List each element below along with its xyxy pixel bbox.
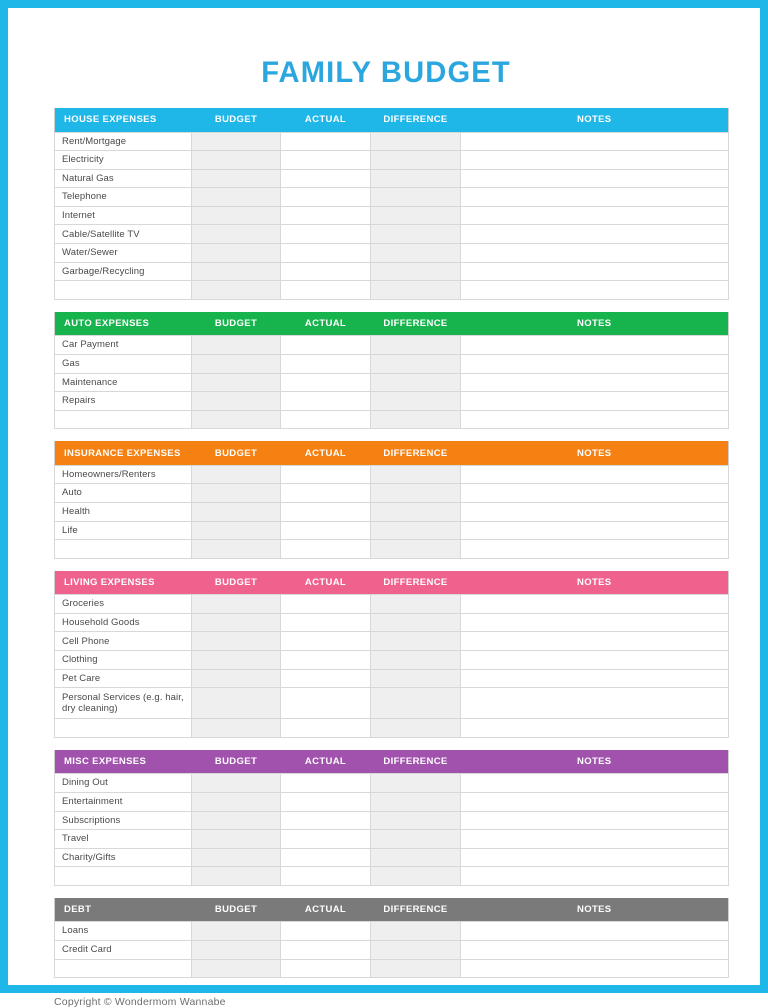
cell-difference[interactable] <box>371 225 461 244</box>
cell-budget[interactable] <box>192 392 281 411</box>
row-label: Pet Care <box>55 669 192 688</box>
cell-difference[interactable] <box>371 688 461 719</box>
row-label: Loans <box>55 922 192 941</box>
cell-difference[interactable] <box>371 410 461 429</box>
cell-difference[interactable] <box>371 169 461 188</box>
cell-budget[interactable] <box>192 151 281 170</box>
column-header-notes: NOTES <box>461 571 729 595</box>
cell-actual[interactable] <box>281 188 371 207</box>
cell-difference[interactable] <box>371 151 461 170</box>
cell-budget[interactable] <box>192 206 281 225</box>
cell-difference[interactable] <box>371 632 461 651</box>
column-header-notes: NOTES <box>461 108 729 132</box>
cell-budget[interactable] <box>192 225 281 244</box>
table-row <box>55 281 729 300</box>
row-label: Garbage/Recycling <box>55 262 192 281</box>
cell-budget[interactable] <box>192 244 281 263</box>
column-header-actual: ACTUAL <box>281 441 371 465</box>
table-row <box>55 392 729 411</box>
cell-difference[interactable] <box>371 244 461 263</box>
cell-budget[interactable] <box>192 830 281 849</box>
row-label <box>55 410 192 429</box>
cell-budget[interactable] <box>192 941 281 960</box>
page-title: FAMILY BUDGET <box>261 56 511 89</box>
column-header-notes: NOTES <box>461 898 729 922</box>
column-header-actual: ACTUAL <box>281 312 371 336</box>
cell-notes[interactable] <box>461 484 729 503</box>
cell-notes[interactable] <box>461 281 729 300</box>
cell-difference[interactable] <box>371 188 461 207</box>
cell-notes[interactable] <box>461 188 729 207</box>
cell-actual[interactable] <box>281 613 371 632</box>
cell-notes[interactable] <box>461 867 729 886</box>
section-house <box>54 108 729 300</box>
cell-actual[interactable] <box>281 792 371 811</box>
table-row <box>55 132 729 151</box>
table-row <box>55 188 729 207</box>
section-header-row <box>55 571 729 595</box>
column-header-actual: ACTUAL <box>281 108 371 132</box>
cell-difference[interactable] <box>371 651 461 670</box>
section-header-row <box>55 898 729 922</box>
cell-notes[interactable] <box>461 540 729 559</box>
cell-difference[interactable] <box>371 774 461 793</box>
cell-difference[interactable] <box>371 959 461 978</box>
row-label: Household Goods <box>55 613 192 632</box>
cell-budget[interactable] <box>192 281 281 300</box>
cell-budget[interactable] <box>192 465 281 484</box>
column-header-budget: BUDGET <box>192 312 281 336</box>
cell-notes[interactable] <box>461 244 729 263</box>
cell-actual[interactable] <box>281 540 371 559</box>
row-label: Auto <box>55 484 192 503</box>
column-header-budget: BUDGET <box>192 898 281 922</box>
cell-notes[interactable] <box>461 132 729 151</box>
cell-difference[interactable] <box>371 262 461 281</box>
cell-actual[interactable] <box>281 410 371 429</box>
cell-notes[interactable] <box>461 941 729 960</box>
section-header-row <box>55 312 729 336</box>
budget-sheet <box>8 8 760 1008</box>
table-row <box>55 719 729 738</box>
cell-notes[interactable] <box>461 595 729 614</box>
column-header-notes: NOTES <box>461 441 729 465</box>
column-header-difference: DIFFERENCE <box>371 750 461 774</box>
section-title: DEBT <box>55 898 192 922</box>
row-label <box>55 959 192 978</box>
cell-difference[interactable] <box>371 719 461 738</box>
cell-actual[interactable] <box>281 169 371 188</box>
table-row <box>55 811 729 830</box>
row-label: Maintenance <box>55 373 192 392</box>
cell-difference[interactable] <box>371 373 461 392</box>
row-label: Rent/Mortgage <box>55 132 192 151</box>
column-header-actual: ACTUAL <box>281 750 371 774</box>
cell-budget[interactable] <box>192 959 281 978</box>
cell-difference[interactable] <box>371 206 461 225</box>
cell-budget[interactable] <box>192 503 281 522</box>
cell-budget[interactable] <box>192 410 281 429</box>
table-row <box>55 465 729 484</box>
cell-actual[interactable] <box>281 688 371 719</box>
table-row <box>55 595 729 614</box>
cell-budget[interactable] <box>192 867 281 886</box>
cell-difference[interactable] <box>371 830 461 849</box>
row-label: Subscriptions <box>55 811 192 830</box>
row-label: Cell Phone <box>55 632 192 651</box>
cell-actual[interactable] <box>281 503 371 522</box>
row-label: Car Payment <box>55 336 192 355</box>
cell-budget[interactable] <box>192 651 281 670</box>
row-label: Health <box>55 503 192 522</box>
cell-notes[interactable] <box>461 669 729 688</box>
cell-actual[interactable] <box>281 632 371 651</box>
cell-budget[interactable] <box>192 774 281 793</box>
row-label: Cable/Satellite TV <box>55 225 192 244</box>
row-label <box>55 281 192 300</box>
table-row <box>55 503 729 522</box>
cell-budget[interactable] <box>192 688 281 719</box>
cell-difference[interactable] <box>371 336 461 355</box>
row-label: Water/Sewer <box>55 244 192 263</box>
row-label: Repairs <box>55 392 192 411</box>
cell-actual[interactable] <box>281 719 371 738</box>
cell-notes[interactable] <box>461 651 729 670</box>
cell-actual[interactable] <box>281 774 371 793</box>
cell-budget[interactable] <box>192 719 281 738</box>
sections-container <box>46 108 726 978</box>
cell-difference[interactable] <box>371 484 461 503</box>
cell-budget[interactable] <box>192 811 281 830</box>
cell-budget[interactable] <box>192 613 281 632</box>
cell-notes[interactable] <box>461 792 729 811</box>
table-row <box>55 354 729 373</box>
table-row <box>55 206 729 225</box>
cell-actual[interactable] <box>281 336 371 355</box>
column-header-actual: ACTUAL <box>281 898 371 922</box>
row-label: Life <box>55 521 192 540</box>
table-row <box>55 922 729 941</box>
cell-actual[interactable] <box>281 941 371 960</box>
cell-difference[interactable] <box>371 132 461 151</box>
cell-notes[interactable] <box>461 613 729 632</box>
cell-notes[interactable] <box>461 410 729 429</box>
cell-budget[interactable] <box>192 373 281 392</box>
cell-actual[interactable] <box>281 392 371 411</box>
row-label: Internet <box>55 206 192 225</box>
cell-actual[interactable] <box>281 225 371 244</box>
column-header-budget: BUDGET <box>192 441 281 465</box>
table-row <box>55 792 729 811</box>
cell-budget[interactable] <box>192 354 281 373</box>
cell-actual[interactable] <box>281 830 371 849</box>
cell-notes[interactable] <box>461 959 729 978</box>
row-label: Telephone <box>55 188 192 207</box>
cell-notes[interactable] <box>461 354 729 373</box>
cell-difference[interactable] <box>371 848 461 867</box>
cell-budget[interactable] <box>192 632 281 651</box>
column-header-actual: ACTUAL <box>281 571 371 595</box>
cell-budget[interactable] <box>192 169 281 188</box>
table-row <box>55 262 729 281</box>
cell-actual[interactable] <box>281 922 371 941</box>
cell-budget[interactable] <box>192 792 281 811</box>
row-label: Personal Services (e.g. hair, dry cleaning) <box>55 688 192 719</box>
table-row <box>55 613 729 632</box>
cell-budget[interactable] <box>192 336 281 355</box>
table-row <box>55 521 729 540</box>
cell-difference[interactable] <box>371 941 461 960</box>
cell-budget[interactable] <box>192 848 281 867</box>
cell-difference[interactable] <box>371 669 461 688</box>
cell-notes[interactable] <box>461 206 729 225</box>
cell-difference[interactable] <box>371 867 461 886</box>
cell-actual[interactable] <box>281 521 371 540</box>
cell-difference[interactable] <box>371 281 461 300</box>
row-label: Clothing <box>55 651 192 670</box>
copyright-footer: Copyright © Wondermom Wannabe <box>54 996 226 1008</box>
cell-difference[interactable] <box>371 503 461 522</box>
cell-actual[interactable] <box>281 959 371 978</box>
section-title: INSURANCE EXPENSES <box>55 441 192 465</box>
column-header-difference: DIFFERENCE <box>371 441 461 465</box>
cell-notes[interactable] <box>461 151 729 170</box>
cell-budget[interactable] <box>192 922 281 941</box>
row-label: Natural Gas <box>55 169 192 188</box>
cell-difference[interactable] <box>371 595 461 614</box>
table-row <box>55 774 729 793</box>
row-label: Gas <box>55 354 192 373</box>
cell-notes[interactable] <box>461 465 729 484</box>
cell-actual[interactable] <box>281 281 371 300</box>
cell-notes[interactable] <box>461 811 729 830</box>
cell-notes[interactable] <box>461 774 729 793</box>
table-row <box>55 651 729 670</box>
section-header-row <box>55 108 729 132</box>
cell-difference[interactable] <box>371 922 461 941</box>
section-title: HOUSE EXPENSES <box>55 108 192 132</box>
cell-notes[interactable] <box>461 922 729 941</box>
section-title: MISC EXPENSES <box>55 750 192 774</box>
cell-actual[interactable] <box>281 465 371 484</box>
row-label: Electricity <box>55 151 192 170</box>
cell-actual[interactable] <box>281 669 371 688</box>
table-row <box>55 151 729 170</box>
cell-actual[interactable] <box>281 811 371 830</box>
cell-actual[interactable] <box>281 151 371 170</box>
row-label: Dining Out <box>55 774 192 793</box>
table-row <box>55 484 729 503</box>
column-header-budget: BUDGET <box>192 750 281 774</box>
cell-difference[interactable] <box>371 540 461 559</box>
row-label <box>55 540 192 559</box>
table-row <box>55 941 729 960</box>
table-row <box>55 688 729 719</box>
cell-notes[interactable] <box>461 719 729 738</box>
section-misc <box>54 750 729 886</box>
cell-actual[interactable] <box>281 244 371 263</box>
section-insurance <box>54 441 729 558</box>
section-header-row <box>55 441 729 465</box>
cell-difference[interactable] <box>371 354 461 373</box>
row-label: Entertainment <box>55 792 192 811</box>
section-living <box>54 571 729 738</box>
cell-notes[interactable] <box>461 848 729 867</box>
table-row <box>55 410 729 429</box>
column-header-difference: DIFFERENCE <box>371 571 461 595</box>
cell-budget[interactable] <box>192 669 281 688</box>
cell-budget[interactable] <box>192 595 281 614</box>
cell-difference[interactable] <box>371 392 461 411</box>
column-header-difference: DIFFERENCE <box>371 108 461 132</box>
column-header-difference: DIFFERENCE <box>371 312 461 336</box>
cell-notes[interactable] <box>461 830 729 849</box>
section-header-row <box>55 750 729 774</box>
cell-actual[interactable] <box>281 848 371 867</box>
table-row <box>55 373 729 392</box>
cell-notes[interactable] <box>461 225 729 244</box>
row-label: Travel <box>55 830 192 849</box>
cell-difference[interactable] <box>371 811 461 830</box>
cell-actual[interactable] <box>281 867 371 886</box>
section-title: LIVING EXPENSES <box>55 571 192 595</box>
row-label: Groceries <box>55 595 192 614</box>
cell-actual[interactable] <box>281 262 371 281</box>
cell-actual[interactable] <box>281 206 371 225</box>
table-row <box>55 244 729 263</box>
cell-notes[interactable] <box>461 169 729 188</box>
table-row <box>55 669 729 688</box>
row-label: Homeowners/Renters <box>55 465 192 484</box>
cell-notes[interactable] <box>461 262 729 281</box>
table-row <box>55 848 729 867</box>
cell-difference[interactable] <box>371 465 461 484</box>
cell-budget[interactable] <box>192 188 281 207</box>
table-row <box>55 225 729 244</box>
table-row <box>55 632 729 651</box>
row-label: Charity/Gifts <box>55 848 192 867</box>
table-row <box>55 830 729 849</box>
row-label: Credit Card <box>55 941 192 960</box>
table-row <box>55 336 729 355</box>
section-debt <box>54 898 729 978</box>
cell-actual[interactable] <box>281 484 371 503</box>
cell-difference[interactable] <box>371 792 461 811</box>
section-title: AUTO EXPENSES <box>55 312 192 336</box>
column-header-notes: NOTES <box>461 312 729 336</box>
column-header-notes: NOTES <box>461 750 729 774</box>
row-label <box>55 719 192 738</box>
cell-notes[interactable] <box>461 688 729 719</box>
cell-notes[interactable] <box>461 632 729 651</box>
column-header-difference: DIFFERENCE <box>371 898 461 922</box>
cell-actual[interactable] <box>281 132 371 151</box>
table-row <box>55 959 729 978</box>
cell-budget[interactable] <box>192 262 281 281</box>
cell-budget[interactable] <box>192 484 281 503</box>
section-auto <box>54 312 729 429</box>
cell-actual[interactable] <box>281 373 371 392</box>
table-row <box>55 169 729 188</box>
cell-difference[interactable] <box>371 521 461 540</box>
table-row <box>55 867 729 886</box>
cell-notes[interactable] <box>461 392 729 411</box>
cell-budget[interactable] <box>192 521 281 540</box>
cell-budget[interactable] <box>192 132 281 151</box>
cell-notes[interactable] <box>461 373 729 392</box>
cell-actual[interactable] <box>281 595 371 614</box>
cell-notes[interactable] <box>461 336 729 355</box>
column-header-budget: BUDGET <box>192 571 281 595</box>
cell-actual[interactable] <box>281 354 371 373</box>
table-row <box>55 540 729 559</box>
row-label <box>55 867 192 886</box>
cell-notes[interactable] <box>461 521 729 540</box>
cell-difference[interactable] <box>371 613 461 632</box>
cell-actual[interactable] <box>281 651 371 670</box>
column-header-budget: BUDGET <box>192 108 281 132</box>
cell-budget[interactable] <box>192 540 281 559</box>
cell-notes[interactable] <box>461 503 729 522</box>
